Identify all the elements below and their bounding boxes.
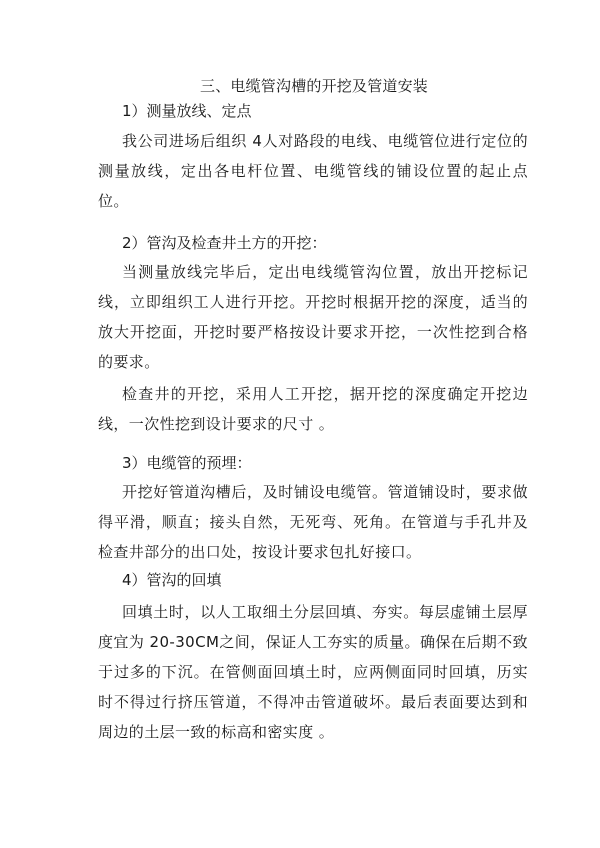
section-heading-3: 3）电缆管的预埋： [122,454,252,472]
section-2-paragraph-1: 当测量放线完毕后，定出电线缆管沟位置，放出开挖标记线，立即组织工人进行开挖。开挖时根据开挖的深度，适当的放大开挖面，开挖时要严格按设计要求开挖，一次性挖到合格的要求。 [98,263,528,371]
section-3-paragraph-1: 开挖好管道沟槽后，及时铺设电缆管。管道铺设时，要求做得平滑，顺直；接头自然，无死弯、死角。在管道与手孔井及检查井部分的出口处，按设计要求包扎好接口。 [98,483,528,561]
section-heading-1: 1）测量放线、定点 [122,102,252,120]
section-heading-2: 2）管沟及检查井土方的开挖： [122,234,327,252]
page-title: 三、电缆管沟槽的开挖及管道安装 [200,77,429,95]
section-4-paragraph-1: 回填土时，以人工取细土分层回填、夯实。每层虚铺土层厚度宜为 20-30CM之间，保证人工夯实的质量。确保在后期不致于过多的下沉。在管侧面回填土时，应两侧面同时回填，历实时不得过行挤压管道，不得冲击管道破坏。最后表面要达到和周边的土层一致的标高和密实度 。 [98,603,528,741]
section-heading-4: 4）管沟的回填 [122,571,222,589]
section-2-paragraph-2: 检查井的开挖，采用人工开挖，据开挖的深度确定开挖边线，一次性挖到设计要求的尺寸 。 [98,385,528,433]
section-1-paragraph-1: 我公司进场后组织 4人对路段的电线、电缆管位进行定位的测量放线，定出各电杆位置、电缆管线的铺设位置的起止点位。 [98,132,528,210]
